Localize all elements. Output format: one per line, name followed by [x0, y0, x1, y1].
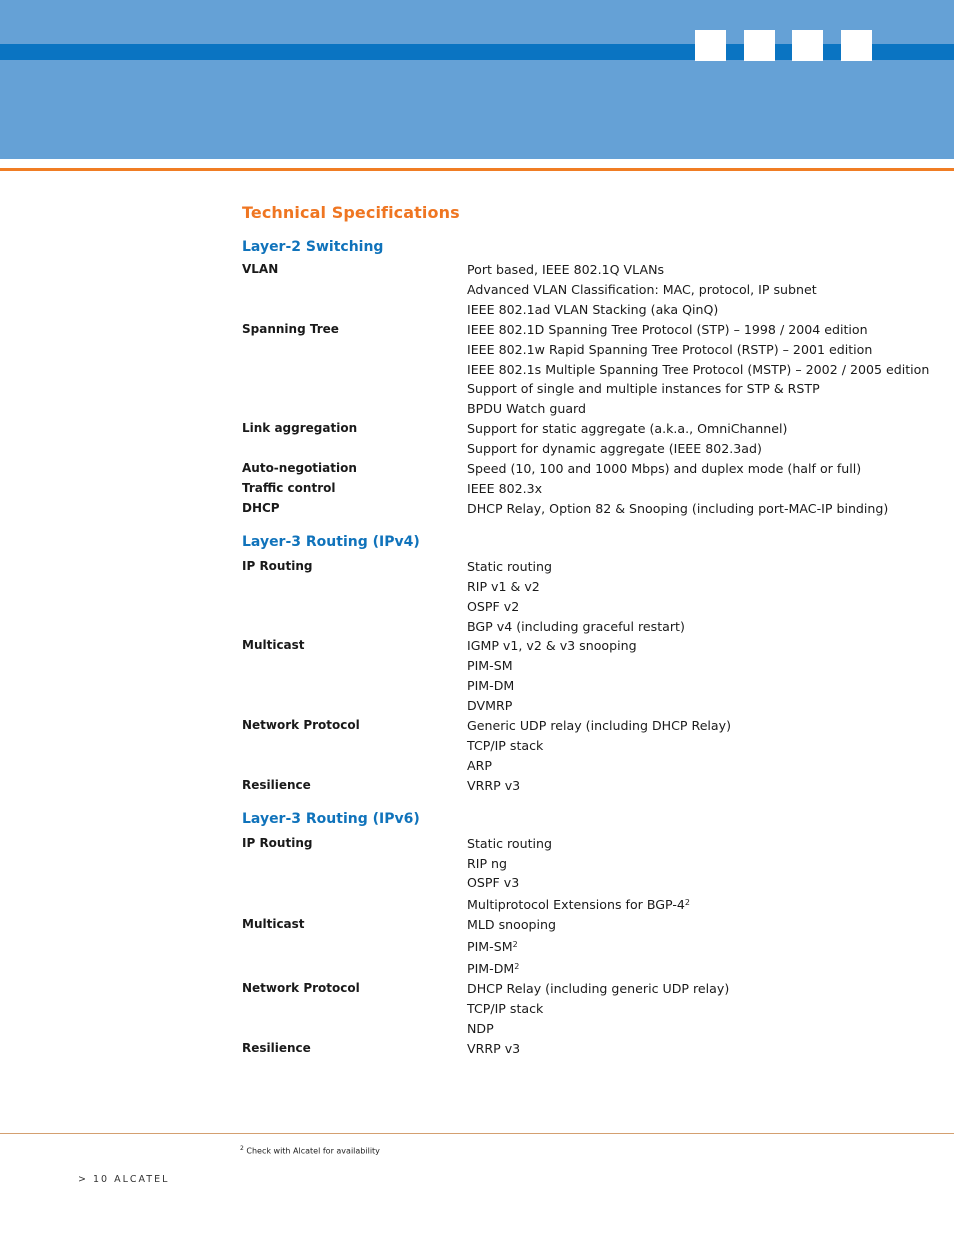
spec-row: [242, 479, 922, 499]
spec-value: [467, 893, 690, 915]
spec-label: DHCP: [242, 500, 280, 515]
footnote-text: Check with Alcatel for availability: [246, 1146, 380, 1156]
spec-value-text: NDP: [467, 1020, 494, 1036]
spec-row: [242, 459, 922, 479]
header-square-2: [744, 30, 775, 61]
spec-value-text: PIM-SM: [467, 658, 513, 674]
header-square-3: [792, 30, 823, 61]
spec-values: [467, 260, 817, 320]
spec-value-text: IEEE 802.1ad VLAN Stacking (aka QinQ): [467, 301, 719, 317]
spec-section: [242, 808, 922, 1059]
footer-divider: [0, 1133, 954, 1134]
spec-value: [467, 557, 685, 577]
spec-values: [467, 834, 690, 916]
spec-row: [242, 834, 922, 916]
spec-values: [467, 419, 787, 459]
spec-values: [467, 636, 637, 716]
spec-value-text: IEEE 802.3x: [467, 480, 543, 496]
spec-value: [467, 915, 556, 935]
spec-value: [467, 439, 787, 459]
spec-value-text: MLD snooping: [467, 917, 557, 933]
spec-value: [467, 399, 929, 419]
spec-label: Auto-negotiation: [242, 461, 357, 476]
footnote-mark: 2: [240, 1145, 244, 1152]
spec-value: [467, 320, 929, 340]
spec-value-text: ARP: [467, 757, 492, 773]
spec-value-text: IEEE 802.1w Rapid Spanning Tree Protocol (RSTP) – 2001 edition: [467, 341, 873, 357]
spec-value: [467, 776, 520, 796]
spec-value-text: DHCP Relay, Option 82 & Snooping (including port-MAC-IP binding): [467, 500, 889, 516]
spec-value: [467, 756, 731, 776]
spec-value: [467, 479, 542, 499]
header-square-4: [841, 30, 872, 61]
spec-value-text: Port based, IEEE 802.1Q VLANs: [467, 262, 665, 277]
spec-value-text: VRRP v3: [467, 777, 521, 793]
spec-value-text: Static routing: [467, 835, 553, 851]
spec-label: Spanning Tree: [242, 321, 339, 336]
spec-label: Resilience: [242, 1040, 311, 1055]
spec-value-text: DVMRP: [467, 698, 513, 714]
spec-label: Multicast: [242, 917, 305, 932]
page-title: Technical Specifications: [242, 203, 460, 222]
spec-value: [467, 617, 685, 637]
spec-value-text: PIM-SM: [467, 939, 513, 955]
spec-label: Resilience: [242, 777, 311, 792]
footnote: [240, 1145, 380, 1156]
spec-value: [467, 676, 637, 696]
spec-value: [467, 834, 690, 854]
spec-value-text: RIP ng: [467, 855, 508, 871]
spec-value-text: TCP/IP stack: [467, 1000, 544, 1016]
spec-values: [467, 716, 731, 776]
spec-label: Traffic control: [242, 480, 336, 495]
spec-value-text: Generic UDP relay (including DHCP Relay): [467, 718, 732, 734]
spec-value: [467, 656, 637, 676]
spec-value-text: IEEE 802.1s Multiple Spanning Tree Protocol (MSTP) – 2002 / 2005 edition: [467, 361, 930, 377]
spec-label: Network Protocol: [242, 718, 360, 733]
spec-value-text: PIM-DM: [467, 678, 515, 694]
spec-value-text: BGP v4 (including graceful restart): [467, 618, 685, 634]
spec-value-text: Speed (10, 100 and 1000 Mbps) and duplex mode (half or full): [467, 461, 862, 477]
spec-label: VLAN: [242, 262, 279, 276]
spec-values: [467, 459, 861, 479]
spec-label: IP Routing: [242, 558, 313, 573]
spec-row: [242, 557, 922, 637]
spec-values: [467, 1039, 520, 1059]
spec-values: [467, 915, 556, 979]
spec-value: [467, 1039, 520, 1059]
spec-value: [467, 999, 729, 1019]
spec-value: [467, 736, 731, 756]
spec-values: [467, 557, 685, 637]
spec-label: Network Protocol: [242, 981, 360, 995]
spec-value-text: RIP v1 & v2: [467, 578, 540, 594]
spec-value-text: IGMP v1, v2 & v3 snooping: [467, 638, 637, 654]
spec-value-text: OSPF v3: [467, 875, 520, 891]
section-title: Layer-3 Routing (IPv6): [242, 810, 420, 827]
spec-value: [467, 636, 637, 656]
spec-value: [467, 340, 929, 360]
footnote-reference: 2: [684, 898, 691, 908]
header-divider: [0, 168, 954, 171]
spec-row: [242, 979, 922, 1039]
spec-value: [467, 597, 685, 617]
header-square-1: [695, 30, 726, 61]
spec-value-text: TCP/IP stack: [467, 737, 544, 753]
spec-value-text: Static routing: [467, 558, 553, 574]
spec-value: [467, 577, 685, 597]
footnote-reference: 2: [514, 962, 520, 972]
spec-value: [467, 854, 690, 874]
spec-value: [467, 696, 637, 716]
spec-value: [467, 419, 787, 439]
spec-value-text: IEEE 802.1D Spanning Tree Protocol (STP) – 1998 / 2004 edition: [467, 321, 868, 337]
spec-value: [467, 260, 817, 280]
spec-value-text: Support of single and multiple instances for STP & RSTP: [467, 381, 820, 397]
spec-value: [467, 300, 817, 320]
spec-row: [242, 260, 922, 320]
spec-value-text: OSPF v2: [467, 598, 520, 614]
page-number: > 10 ALCATEL: [78, 1174, 170, 1185]
spec-values: [467, 776, 520, 796]
spec-values: [467, 499, 888, 519]
spec-row: [242, 320, 930, 420]
spec-label: IP Routing: [242, 835, 313, 850]
section-title: Layer-3 Routing (IPv4): [242, 533, 420, 550]
spec-value-text: Support for dynamic aggregate (IEEE 802.3ad): [467, 441, 762, 457]
spec-values: [467, 320, 929, 420]
spec-value: [467, 873, 690, 893]
spec-row: [242, 499, 922, 519]
spec-values: [467, 979, 729, 1039]
spec-section: [242, 531, 922, 796]
spec-value: [467, 979, 729, 999]
spec-value-text: Advanced VLAN Classification: MAC, protocol, IP subnet: [467, 281, 817, 297]
specifications-content: [242, 202, 930, 1059]
spec-values: [467, 479, 542, 499]
spec-row: [242, 776, 922, 796]
spec-row: [242, 1039, 922, 1059]
footnote-reference: 2: [512, 940, 518, 950]
spec-row: [242, 636, 922, 716]
spec-value-text: Multiprotocol Extensions for BGP-4: [467, 897, 685, 913]
spec-value: [467, 1019, 729, 1039]
spec-value-text: BPDU Watch guard: [467, 401, 587, 417]
spec-row: [242, 915, 922, 979]
spec-value-text: Support for static aggregate (a.k.a., OmniChannel): [467, 421, 788, 437]
spec-value-text: VRRP v3: [467, 1040, 521, 1056]
spec-value: [467, 716, 731, 736]
spec-value: [467, 280, 817, 300]
spec-row: [242, 419, 922, 459]
spec-label: Link aggregation: [242, 421, 358, 436]
spec-value: [467, 499, 888, 519]
spec-value: [467, 379, 929, 399]
spec-value-text: PIM-DM: [467, 961, 515, 977]
spec-value: [467, 935, 556, 957]
spec-value: [467, 360, 929, 380]
spec-label: Multicast: [242, 638, 305, 653]
header-banner: [0, 0, 954, 159]
spec-row: [242, 716, 922, 776]
spec-value: [467, 459, 861, 479]
spec-value-text: DHCP Relay (including generic UDP relay): [467, 981, 730, 996]
spec-section: [242, 238, 930, 519]
section-title: Layer-2 Switching: [242, 239, 384, 255]
spec-value: [467, 957, 556, 979]
spec-sections: [242, 238, 930, 1059]
